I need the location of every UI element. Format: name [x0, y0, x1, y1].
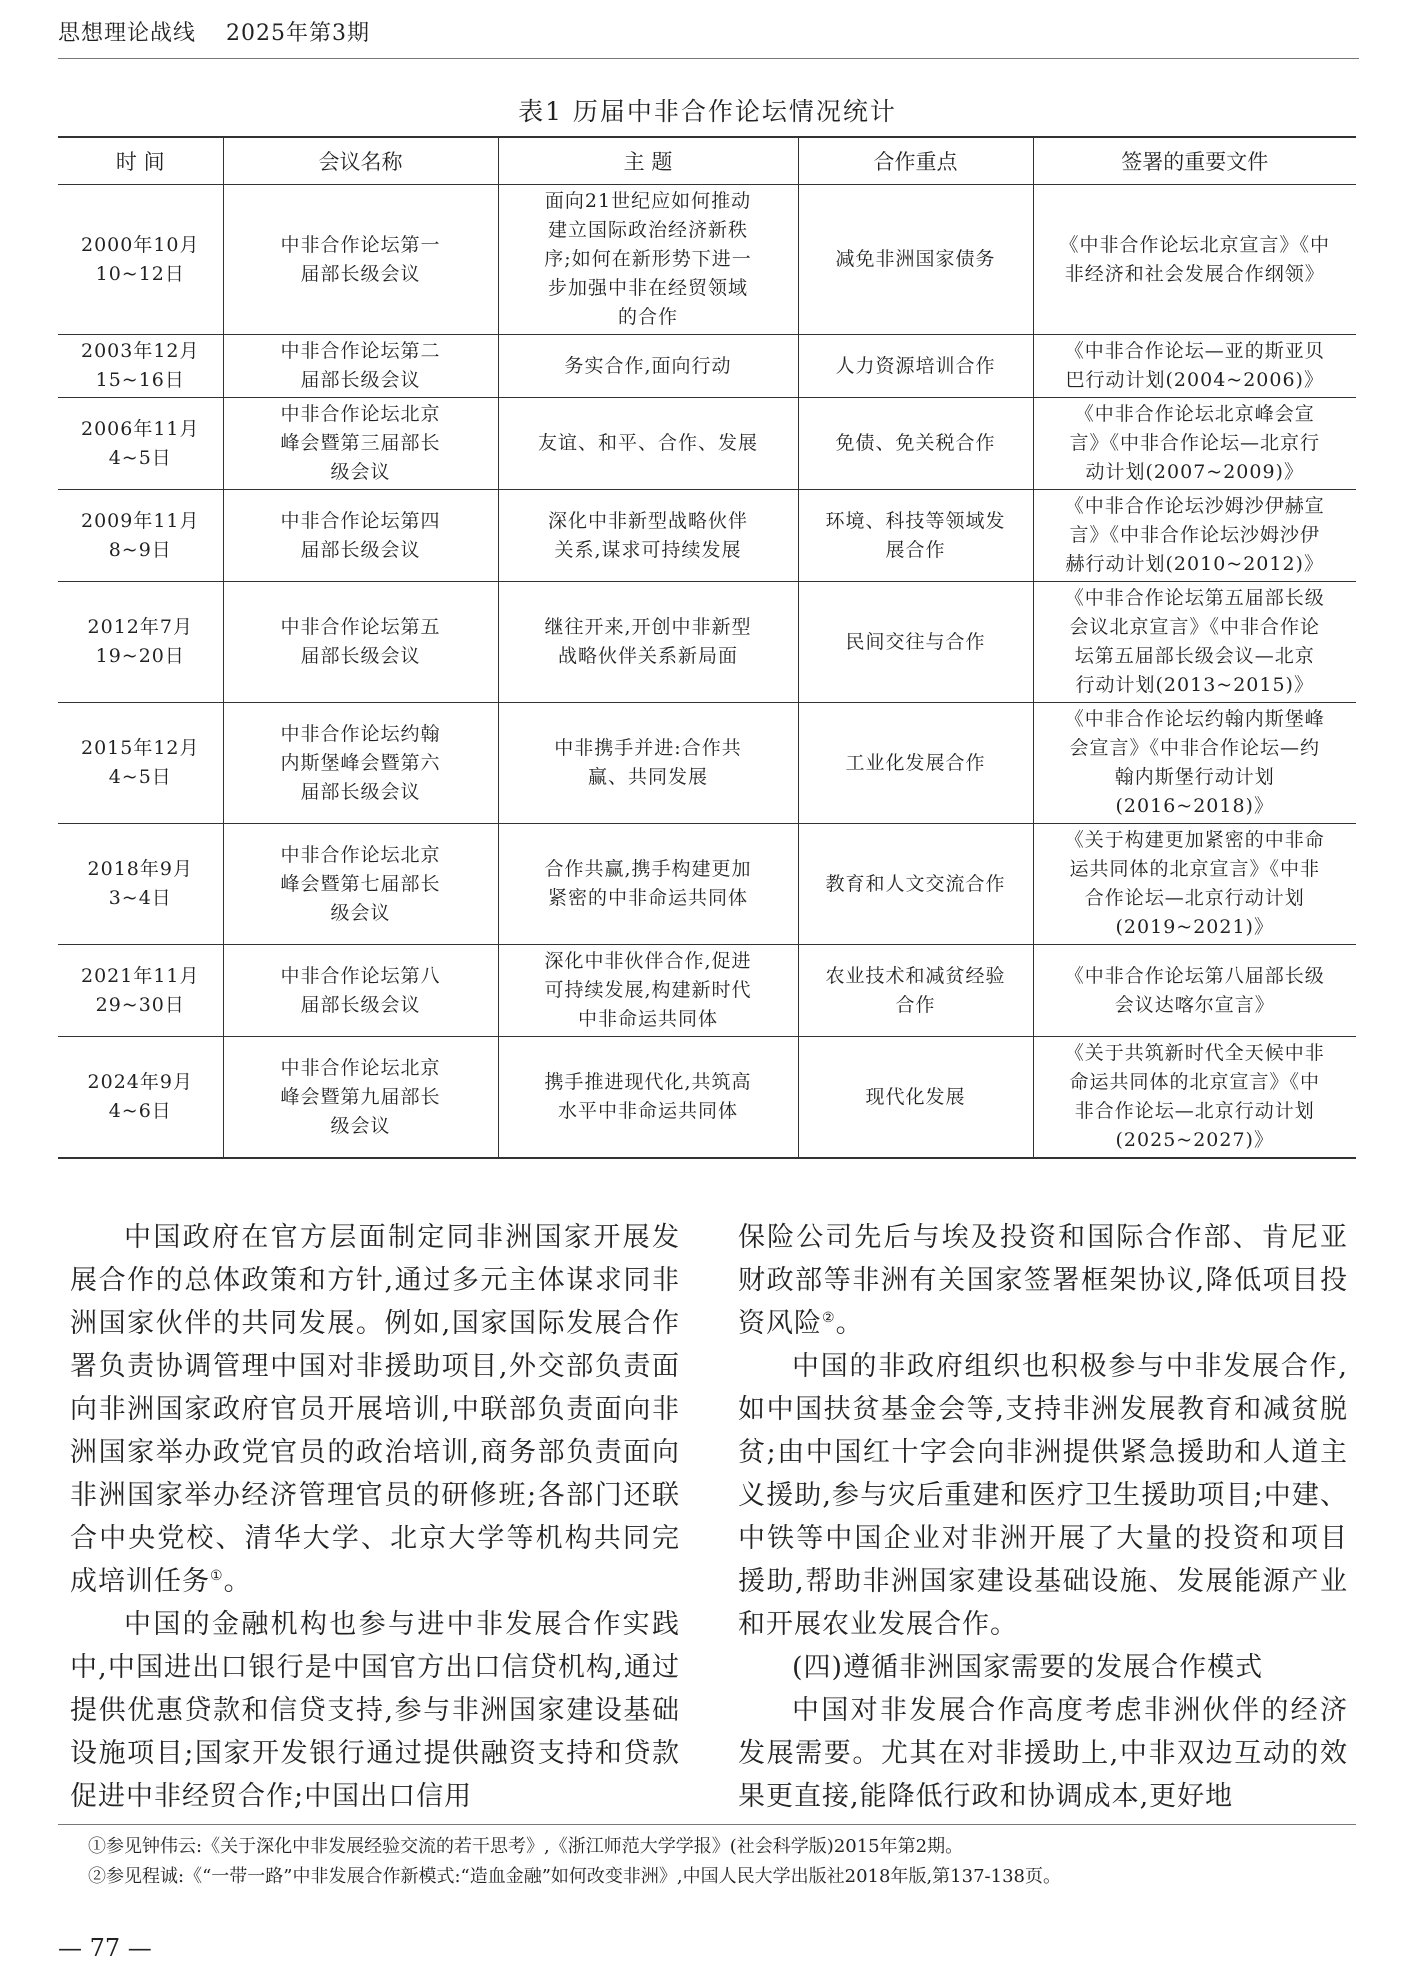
cell-theme: 面向21世纪应如何推动 建立国际政治经济新秩 序;如何在新形势下进一 步加强中非在经贸领域 的合作 [498, 185, 798, 335]
cell-meeting-name: 中非合作论坛北京 峰会暨第三届部长 级会议 [223, 398, 498, 490]
paragraph: 中国的金融机构也参与进中非发展合作实践中,中国进出口银行是中国官方出口信贷机构,通过提供优惠贷款和信贷支持,参与非洲国家建设基础设施项目;国家开发银行通过提供融资支持和贷款促进中非经贸合作;中国出口信用 [70, 1609, 680, 1812]
table-row [58, 1037, 1356, 1159]
cell-meeting-name: 中非合作论坛北京 峰会暨第七届部长 级会议 [223, 824, 498, 945]
cell-meeting-name: 中非合作论坛第二 届部长级会议 [223, 335, 498, 398]
cell-documents: 《中非合作论坛第八届部长级 会议达喀尔宣言》 [1033, 945, 1356, 1037]
issue-label: 2025年第3期 [226, 21, 371, 46]
cell-meeting-name: 中非合作论坛第五 届部长级会议 [223, 582, 498, 703]
right-column [738, 1216, 1348, 1818]
cell-focus: 农业技术和减贫经验 合作 [798, 945, 1033, 1037]
forum-statistics-table [58, 136, 1356, 1159]
cell-time: 2015年12月 4~5日 [58, 703, 223, 824]
cell-meeting-name: 中非合作论坛第八 届部长级会议 [223, 945, 498, 1037]
table-row [58, 582, 1356, 703]
cell-meeting-name: 中非合作论坛第一 届部长级会议 [223, 185, 498, 335]
cell-focus: 免债、免关税合作 [798, 398, 1033, 490]
section-heading: (四)遵循非洲国家需要的发展合作模式 [792, 1652, 1264, 1683]
cell-time: 2006年11月 4~5日 [58, 398, 223, 490]
cell-focus: 现代化发展 [798, 1037, 1033, 1159]
table-row [58, 185, 1356, 335]
page-number: — 77 — [58, 1934, 152, 1962]
column-header-name: 会议名称 [223, 137, 498, 185]
journal-name: 思想理论战线 [58, 21, 197, 46]
paragraph: 中国对非发展合作高度考虑非洲伙伴的经济发展需要。尤其在对非援助上,中非双边互动的效果更直接,能降低行政和协调成本,更好地 [738, 1695, 1348, 1812]
footnotes [88, 1832, 1358, 1892]
paragraph: 中国的非政府组织也积极参与中非发展合作,如中国扶贫基金会等,支持非洲发展教育和减贫脱贫;由中国红十字会向非洲提供紧急援助和人道主义援助,参与灾后重建和医疗卫生援助项目;中建、中铁等中国企业对非洲开展了大量的投资和项目援助,帮助非洲国家建设基础设施、发展能源产业和开展农业发展合作。 [738, 1351, 1348, 1640]
column-header-theme: 主 题 [498, 137, 798, 185]
cell-focus: 教育和人文交流合作 [798, 824, 1033, 945]
table-row [58, 945, 1356, 1037]
table-header-row [58, 137, 1356, 185]
table-row [58, 490, 1356, 582]
paragraph: 中国政府在官方层面制定同非洲国家开展发展合作的总体政策和方针,通过多元主体谋求同非洲国家伙伴的共同发展。例如,国家国际发展合作署负责协调管理中国对非援助项目,外交部负责面向非洲国家政府官员开展培训,中联部负责面向非洲国家举办政党官员的政治培训,商务部负责面向非洲国家举办经济管理官员的研修班;各部门还联合中央党校、清华大学、北京大学等机构共同完成培训任务①。 [70, 1222, 680, 1597]
cell-theme: 携手推进现代化,共筑高 水平中非命运共同体 [498, 1037, 798, 1159]
cell-theme: 中非携手并进:合作共 赢、共同发展 [498, 703, 798, 824]
cell-focus: 人力资源培训合作 [798, 335, 1033, 398]
cell-documents: 《中非合作论坛约翰内斯堡峰 会宣言》《中非合作论坛—约 翰内斯堡行动计划 (2016~2018)》 [1033, 703, 1356, 824]
cell-theme: 友谊、和平、合作、发展 [498, 398, 798, 490]
column-header-docs: 签署的重要文件 [1033, 137, 1356, 185]
table-row [58, 824, 1356, 945]
cell-documents: 《中非合作论坛北京宣言》《中 非经济和社会发展合作纲领》 [1033, 185, 1356, 335]
table-row [58, 398, 1356, 490]
cell-documents: 《中非合作论坛北京峰会宣 言》《中非合作论坛—北京行 动计划(2007~2009)》 [1033, 398, 1356, 490]
footnote-1: ①参见钟伟云:《关于深化中非发展经验交流的若干思考》,《浙江师范大学学报》(社会科学版)2015年第2期。 [88, 1836, 964, 1857]
cell-meeting-name: 中非合作论坛第四 届部长级会议 [223, 490, 498, 582]
cell-documents: 《中非合作论坛第五届部长级 会议北京宣言》《中非合作论 坛第五届部长级会议—北京 行动计划(2013~2015)》 [1033, 582, 1356, 703]
cell-focus: 民间交往与合作 [798, 582, 1033, 703]
cell-documents: 《关于构建更加紧密的中非命 运共同体的北京宣言》《中非 合作论坛—北京行动计划 (2019~2021)》 [1033, 824, 1356, 945]
table-row [58, 703, 1356, 824]
cell-theme: 务实合作,面向行动 [498, 335, 798, 398]
cell-theme: 继往开来,开创中非新型 战略伙伴关系新局面 [498, 582, 798, 703]
paragraph-continued: 保险公司先后与埃及投资和国际合作部、肯尼亚财政部等非洲有关国家签署框架协议,降低项目投资风险②。 [738, 1222, 1348, 1339]
cell-focus: 工业化发展合作 [798, 703, 1033, 824]
cell-documents: 《中非合作论坛—亚的斯亚贝 巴行动计划(2004~2006)》 [1033, 335, 1356, 398]
header-divider [58, 58, 1359, 59]
table-title: 表1 历届中非合作论坛情况统计 [518, 97, 897, 126]
cell-focus: 减免非洲国家债务 [798, 185, 1033, 335]
cell-time: 2021年11月 29~30日 [58, 945, 223, 1037]
cell-meeting-name: 中非合作论坛约翰 内斯堡峰会暨第六 届部长级会议 [223, 703, 498, 824]
cell-time: 2024年9月 4~6日 [58, 1037, 223, 1159]
cell-theme: 合作共赢,携手构建更加 紧密的中非命运共同体 [498, 824, 798, 945]
cell-time: 2009年11月 8~9日 [58, 490, 223, 582]
running-header [58, 16, 392, 47]
footnote-divider [58, 1824, 1356, 1825]
footnote-ref-2: ② [822, 1310, 836, 1326]
footnote-ref-1: ① [210, 1568, 224, 1584]
cell-time: 2003年12月 15~16日 [58, 335, 223, 398]
table-row [58, 335, 1356, 398]
cell-meeting-name: 中非合作论坛北京 峰会暨第九届部长 级会议 [223, 1037, 498, 1159]
cell-time: 2000年10月 10~12日 [58, 185, 223, 335]
cell-documents: 《中非合作论坛沙姆沙伊赫宣 言》《中非合作论坛沙姆沙伊 赫行动计划(2010~2012)》 [1033, 490, 1356, 582]
cell-theme: 深化中非伙伴合作,促进 可持续发展,构建新时代 中非命运共同体 [498, 945, 798, 1037]
cell-time: 2012年7月 19~20日 [58, 582, 223, 703]
left-column [70, 1216, 680, 1818]
column-header-time: 时 间 [58, 137, 223, 185]
cell-focus: 环境、科技等领域发 展合作 [798, 490, 1033, 582]
cell-theme: 深化中非新型战略伙伴 关系,谋求可持续发展 [498, 490, 798, 582]
footnote-2: ②参见程诚:《“一带一路”中非发展合作新模式:“造血金融”如何改变非洲》,中国人民大学出版社2018年版,第137-138页。 [88, 1866, 1061, 1887]
cell-documents: 《关于共筑新时代全天候中非 命运共同体的北京宣言》《中 非合作论坛—北京行动计划 (2025~2027)》 [1033, 1037, 1356, 1159]
column-header-focus: 合作重点 [798, 137, 1033, 185]
cell-time: 2018年9月 3~4日 [58, 824, 223, 945]
table-body [58, 185, 1356, 1159]
